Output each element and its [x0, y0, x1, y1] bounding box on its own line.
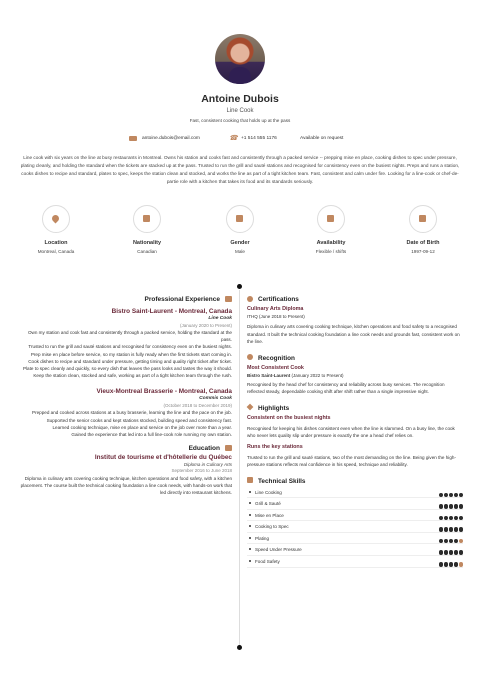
education-school: Institut de tourisme et d'hôtellerie du Québec — [94, 454, 232, 462]
skill-rating — [438, 560, 463, 565]
job-bullet: Learned cooking technique, mise en place and service on the job over more than a year. — [52, 424, 232, 430]
skill-row — [247, 544, 463, 556]
highlight-title: Runs the key stations — [247, 443, 303, 450]
timeline-dot-top — [237, 284, 242, 289]
phone[interactable]: +1 514 555 1176 — [241, 136, 277, 141]
book-icon — [225, 445, 232, 451]
candidate-title: Line Cook — [226, 108, 254, 114]
education-heading: Education — [18, 444, 232, 454]
skill-name: Grill & Sauté — [255, 501, 281, 507]
stat-value: Montreal, Canada — [37, 249, 75, 254]
education-degree: Diploma in Culinary Arts — [183, 462, 232, 468]
certifications-heading: Certifications — [247, 295, 463, 305]
skill-rating — [438, 525, 463, 530]
job-bullet: Supported the senior cooks and kept stations stocked, building speed and consistency fast. — [46, 417, 232, 423]
job-bullet: Prep mise en place before service, so my station is fully ready when the first tickets start coming in. — [30, 351, 232, 357]
stats-row — [32, 205, 448, 265]
highlight-description: Recognised for keeping his dishes consistent even when the line is slammed. On a busy line, the cook who never lets quality slip under pressure is exactly the one a head chef relies on. — [247, 425, 455, 438]
phone-icon: ☎ — [229, 135, 238, 142]
stat-location — [23, 205, 89, 254]
email-icon — [129, 136, 137, 141]
skill-row — [247, 521, 463, 533]
stat-value: Canadian — [137, 249, 157, 254]
stat-nationality — [114, 205, 180, 254]
person-icon — [236, 215, 243, 222]
certification-description: Diploma in culinary arts covering cooking technique, kitchen operations and food safety to a recognised standard. It built the technical cooking foundation a line cook needs and grounds fast, consistent work on the line. — [247, 324, 460, 344]
cake-icon — [419, 215, 426, 222]
highlights-heading: Highlights — [247, 404, 463, 414]
stat-value: 1997-09-12 — [411, 249, 435, 254]
location-pin-icon — [51, 214, 61, 224]
gear-icon — [247, 354, 253, 360]
flag-icon — [143, 215, 150, 222]
stat-label: Gender — [230, 240, 250, 246]
gear-icon — [247, 296, 253, 302]
skill-row — [247, 487, 463, 499]
timeline-dot-bottom — [237, 645, 242, 650]
avatar — [215, 34, 265, 84]
star-icon — [247, 404, 254, 411]
highlight-title: Consistent on the busiest nights — [247, 414, 331, 421]
skills-list — [247, 487, 463, 568]
recognition-heading: Recognition — [247, 354, 463, 364]
skill-rating — [438, 490, 463, 495]
skill-row — [247, 533, 463, 545]
skill-rating — [438, 513, 463, 518]
tagline: Fast, consistent cooking that holds up at the pass — [189, 118, 291, 123]
stat-label: Date of Birth — [406, 240, 440, 246]
job-role: Line Cook — [208, 316, 232, 321]
skill-row — [247, 498, 463, 510]
job-bullet: Keep the station clean, stocked and safe, working as part of a tight kitchen team through the rush. — [33, 373, 232, 379]
skill-rating — [438, 536, 463, 541]
skills-heading: Technical Skills — [247, 477, 463, 487]
stat-label: Location — [44, 240, 68, 246]
briefcase-icon — [225, 296, 232, 302]
education-dates: September 2016 to June 2018 — [171, 468, 232, 474]
stat-label: Availability — [316, 240, 346, 246]
certification-title: Culinary Arts Diploma — [247, 306, 304, 312]
right-column — [247, 295, 463, 568]
stat-gender — [207, 205, 273, 254]
job-bullet: Gained the experience that led into a full line-cook role running my own station. — [71, 432, 232, 438]
stat-availability — [298, 205, 364, 254]
skill-name: Plating — [255, 535, 270, 541]
education-description: Diploma in culinary arts covering cooking technique, kitchen operations and food safety, with a kitchen placement. The course built the technical cooking foundation a line cook needs, with hands-on work that led directly into restaurant kitchens. — [20, 475, 232, 496]
certification-meta: ITHQ (June 2018 to Present) — [247, 314, 305, 319]
recognition-description: Recognised by the head chef for consistency and reliability across busy services. The recognition reflected steady, dependable cooking shift after shift rather than a single impressive night. — [247, 381, 445, 394]
job-dates: (October 2018 to December 2019) — [163, 402, 232, 408]
skill-row — [247, 556, 463, 568]
job-bullet: Prepped and cooked across stations at a busy brasserie, learning the line and the pace on the job. — [32, 410, 232, 416]
skill-name: Cooking to Spec — [255, 524, 289, 530]
skill-rating — [438, 502, 463, 507]
job-company: Bistro Saint-Laurent - Montreal, Canada — [111, 308, 232, 315]
job-role: Commis Cook — [199, 396, 232, 402]
stat-value: Male — [235, 249, 245, 254]
timeline-line — [239, 290, 240, 648]
skill-rating — [438, 548, 463, 553]
left-column — [18, 295, 232, 497]
job-bullet: Own my station and cook fast and consistently through a packed service, holding the standard at the pass. — [27, 330, 232, 343]
chef-hat-icon — [247, 477, 253, 483]
skill-name: Mise en Place — [255, 512, 284, 518]
job-bullet: Trusted to run the grill and sauté stations and recognised for consistency even on the busiest nights. — [28, 344, 232, 350]
contact-bar — [0, 135, 480, 143]
skill-name: Line Cooking — [255, 489, 282, 495]
availability-note: Available on request — [300, 136, 344, 141]
skill-name: Speed Under Pressure — [255, 547, 302, 553]
skill-row — [247, 510, 463, 522]
candidate-name: Antoine Dubois — [201, 93, 279, 105]
stat-label: Nationality — [132, 240, 162, 246]
recognition-meta: Bistro Saint-Laurent (January 2022 to Present) — [247, 372, 344, 378]
profile-summary: Line cook with six years on the line at busy restaurants in Montreal. Owns his station and cooks fast and consistently through a packed service -- prepping mise en place, cooking dishes to spec under pressure, plating cleanly, and holding the standard when the tickets are stacked up at the pass. Trusted to run the grill and sauté stations and recognised for consistency even on the busiest nights. Preps and runs a station, cooks dishes to recipe and standard, plates to spec, keeps the station clean and stocked, and works the line as part of a tight kitchen team. Fast, consistent and calm under fire. Looking for a line-cook or chef-de-partie role with a kitchen that takes its food and its standards seriously. — [20, 155, 460, 184]
highlight-description: Trusted to run the grill and sauté stations, two of the most demanding on the line. Being given the high-pressure stations reflects real confidence in his speed, technique and reliability. — [247, 454, 456, 467]
recognition-title: Most Consistent Cook — [247, 364, 304, 371]
email[interactable]: antoine.dubois@email.com — [142, 136, 200, 141]
job-bullet: Plate to spec cleanly and quickly, so every dish that leaves the pass looks and tastes the way it should. — [22, 366, 232, 372]
experience-heading: Professional Experience — [18, 295, 232, 305]
job-dates: (January 2020 to Present) — [179, 322, 232, 328]
stat-value: Flexible / shifts — [315, 249, 347, 254]
stat-date-of-birth — [390, 205, 456, 254]
skill-name: Food Safety — [255, 559, 280, 565]
hourglass-icon — [327, 215, 334, 222]
job-bullet: Cook dishes to recipe and standard under pressure, getting timing and quality right ticket after ticket. — [28, 358, 232, 364]
job-company: Vieux-Montreal Brasserie - Montreal, Canada — [96, 388, 232, 396]
